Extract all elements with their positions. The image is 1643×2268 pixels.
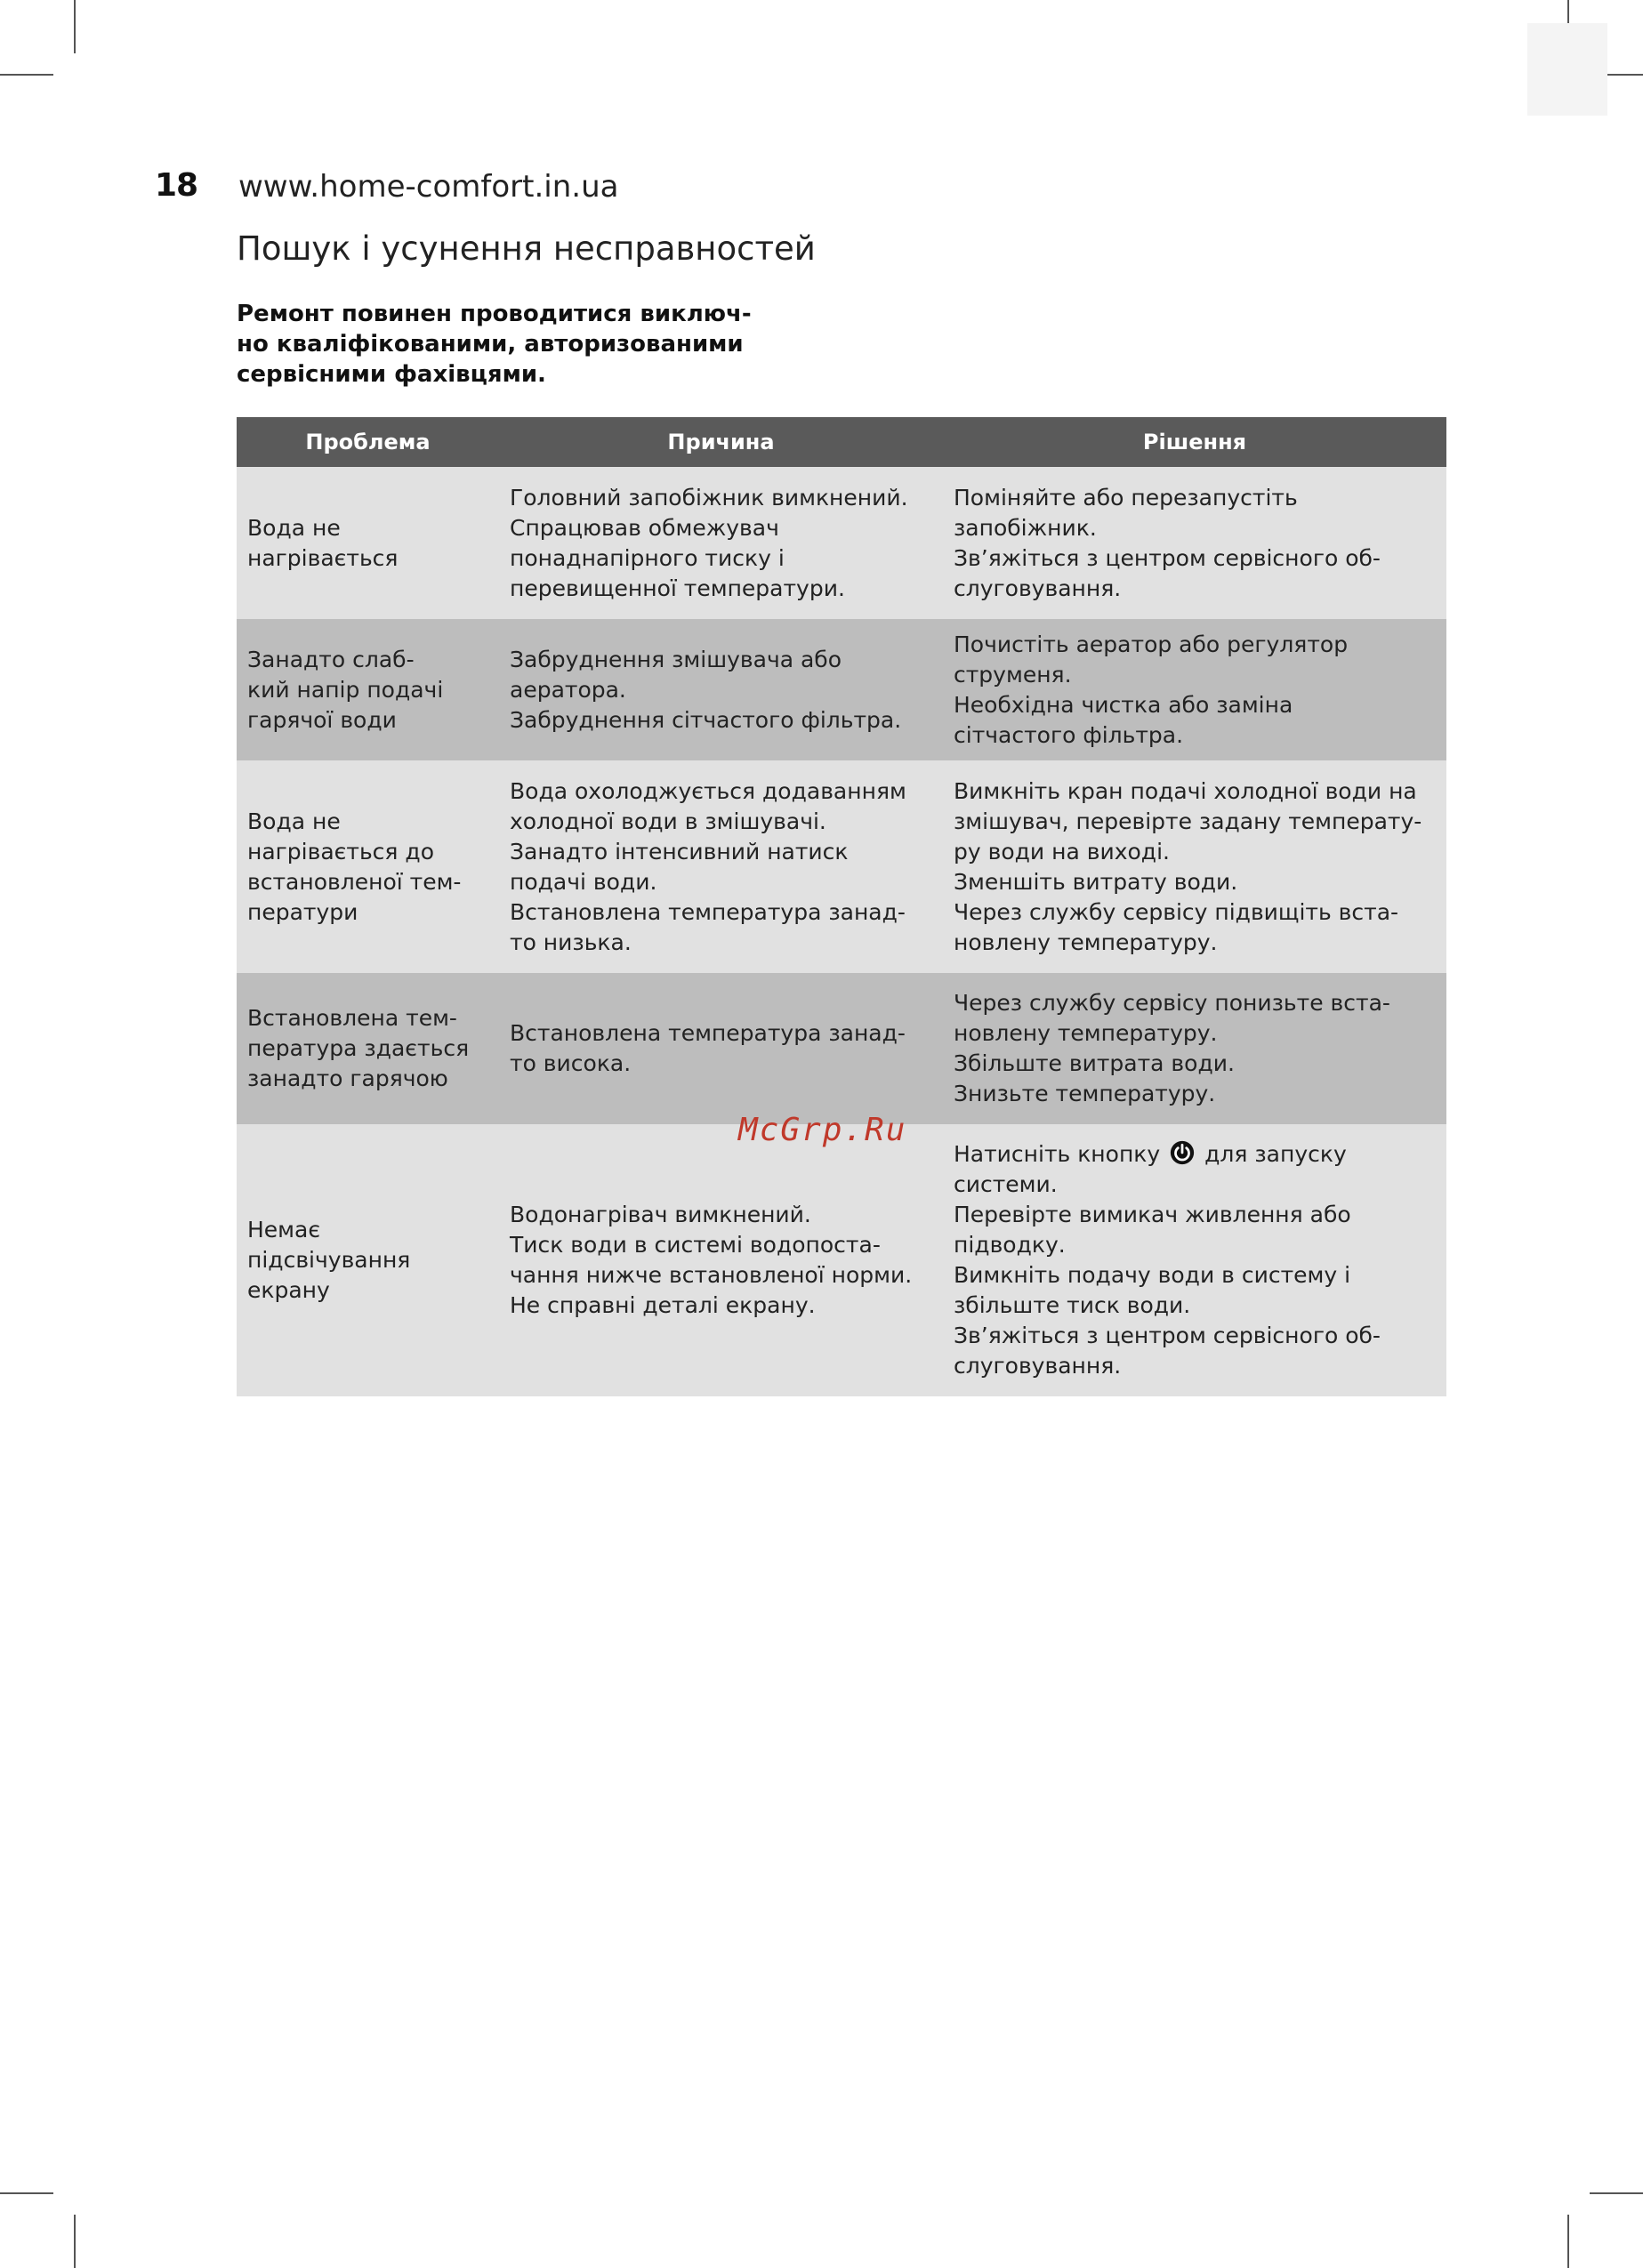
crop-mark — [1567, 2215, 1569, 2268]
solution-cell: Вимкніть кран подачі холодної води на змішувач, перевірте задану температу- ру води на виході. Зменшіть витрату води. Через службу сервісу підвищіть вста- новлену температуру. — [943, 760, 1446, 973]
crop-mark — [0, 74, 53, 76]
table-row — [237, 1124, 1446, 1396]
power-button-icon — [1169, 1139, 1196, 1166]
table-row — [237, 760, 1446, 973]
cause-cell: Забруднення змішувача або аератора. Забруднення сітчастого фільтра. — [499, 619, 943, 760]
solution-cell: Через службу сервісу понизьте вста- новлену температуру. Збільште витрата води. Знизьте температуру. — [943, 973, 1446, 1124]
solution-text-post: для запуску системи. Перевірте вимикач живлення або підводку. Вимкніть подачу води в систему і збільште тиск води. Зв’яжіться з центром сервісного об- слуговування. — [954, 1141, 1381, 1379]
cause-cell: Вода охолоджується додаванням холодної води в змішувачі. Занадто інтенсивний натиск подачі води. Встановлена температура занад- то низька. — [499, 760, 943, 973]
table-row — [237, 619, 1446, 760]
solution-cell — [943, 1124, 1446, 1396]
table-row — [237, 973, 1446, 1124]
solution-cell: Почистіть аератор або регулятор струменя. Необхідна чистка або заміна сітчастого фільтра. — [943, 619, 1446, 760]
table-row — [237, 467, 1446, 619]
problem-cell: Немає підсвічування екрану — [237, 1124, 499, 1396]
watermark-text: McGrp.Ru — [738, 1112, 907, 1148]
table-header-row — [237, 417, 1446, 467]
cause-cell: Головний запобіжник вимкнений. Спрацював обмежувач понаднапірного тиску і перевищенної температури. — [499, 467, 943, 619]
problem-cell: Встановлена тем- пература здається занадто гарячою — [237, 973, 499, 1124]
column-header-problem: Проблема — [237, 417, 499, 467]
solution-text-pre: Натисніть кнопку — [954, 1141, 1161, 1167]
problem-cell: Вода не нагрівається до встановленої тем- ператури — [237, 760, 499, 973]
troubleshooting-table — [237, 417, 1446, 1396]
crop-mark — [0, 2192, 53, 2194]
repair-warning: Ремонт повинен проводитися виключ- но кваліфікованими, авторизованими сервісними фахівцями. — [237, 301, 752, 388]
cause-cell: Встановлена температура занад- то висока. — [499, 973, 943, 1124]
crop-mark — [74, 0, 76, 53]
problem-cell: Занадто слаб- кий напір подачі гарячої води — [237, 619, 499, 760]
website-url: www.home-comfort.in.ua — [238, 169, 619, 205]
page-number: 18 — [155, 167, 198, 204]
column-header-cause: Причина — [499, 417, 943, 467]
crop-mark — [1590, 2192, 1643, 2194]
section-title: Пошук і усунення несправностей — [237, 229, 816, 268]
crop-mark — [74, 2215, 76, 2268]
problem-cell: Вода не нагрівається — [237, 467, 499, 619]
column-header-solution: Рішення — [943, 417, 1446, 467]
page-tab-corner — [1527, 23, 1607, 116]
solution-cell: Поміняйте або перезапустіть запобіжник. Зв’яжіться з центром сервісного об- слуговування. — [943, 467, 1446, 619]
cause-cell: Водонагрівач вимкнений. Тиск води в системі водопоста- чання нижче встановленої норми. Не справні деталі екрану. — [499, 1124, 943, 1396]
